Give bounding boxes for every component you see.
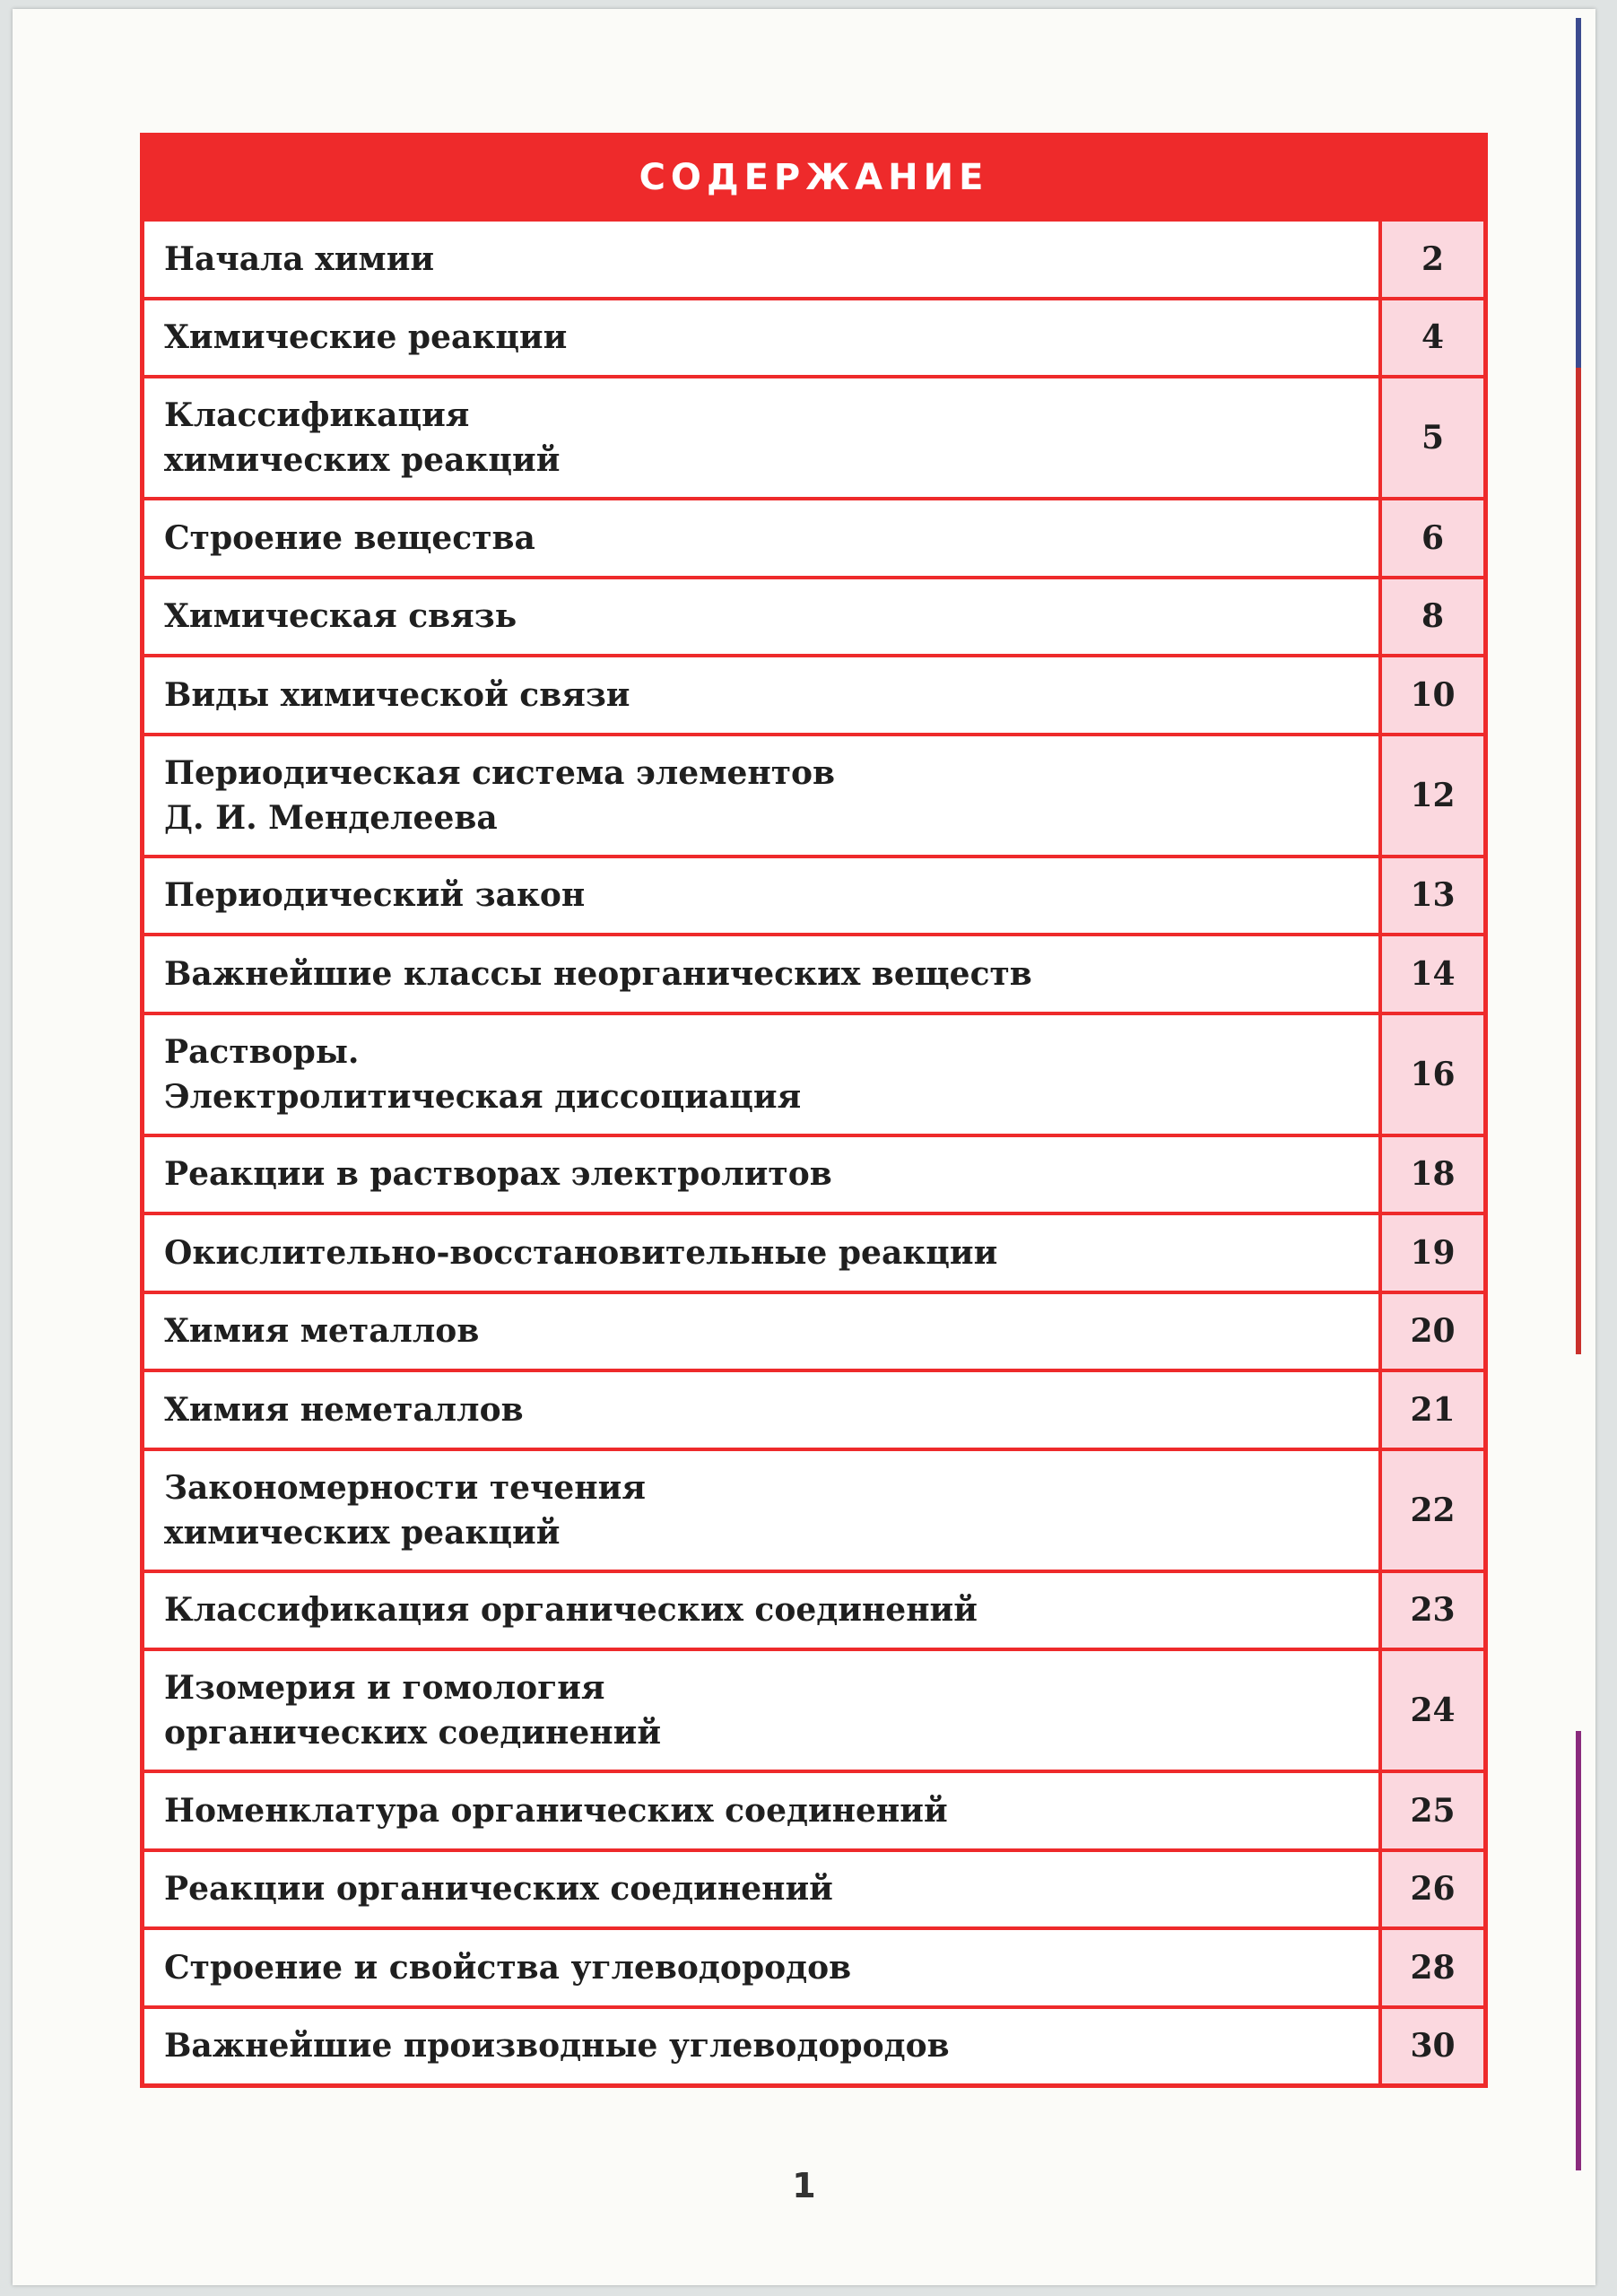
- toc-entry-title: Изомерия и гомология органических соединений: [144, 1651, 1382, 1770]
- toc-entry-page: 6: [1382, 500, 1483, 576]
- toc-entry-title: Периодическая система элементов Д. И. Менделеева: [144, 736, 1382, 855]
- toc-entry[interactable]: [144, 497, 1483, 576]
- toc-entry-title: Растворы. Электролитическая диссоциация: [144, 1015, 1382, 1134]
- toc-entry[interactable]: [144, 297, 1483, 376]
- toc-entry[interactable]: [144, 1448, 1483, 1570]
- toc-entry-title: Начала химии: [144, 222, 1382, 297]
- toc-entry-page: 8: [1382, 579, 1483, 655]
- toc-entry-title: Классификация химических реакций: [144, 378, 1382, 497]
- toc-entry[interactable]: [144, 1291, 1483, 1370]
- toc-entry[interactable]: [144, 2005, 1483, 2084]
- toc-entry-title: Реакции органических соединений: [144, 1852, 1382, 1927]
- toc-entry[interactable]: [144, 375, 1483, 497]
- toc-entry-page: 21: [1382, 1372, 1483, 1448]
- toc-entry[interactable]: [144, 1648, 1483, 1770]
- toc-entry-page: 19: [1382, 1215, 1483, 1291]
- toc-entry[interactable]: [144, 1926, 1483, 2005]
- toc-entry-title: Химические реакции: [144, 300, 1382, 376]
- toc-entry[interactable]: [144, 576, 1483, 655]
- toc-entry[interactable]: [144, 1369, 1483, 1448]
- toc-entry-page: 4: [1382, 300, 1483, 376]
- edge-strip: [1576, 1731, 1581, 2170]
- table-of-contents: [140, 133, 1488, 2088]
- toc-entry-page: 13: [1382, 858, 1483, 934]
- toc-entry[interactable]: [144, 855, 1483, 934]
- toc-entry[interactable]: [144, 654, 1483, 733]
- toc-entry-title: Важнейшие классы неорганических веществ: [144, 936, 1382, 1012]
- toc-entry-title: Периодический закон: [144, 858, 1382, 934]
- toc-entry-title: Классификация органических соединений: [144, 1573, 1382, 1648]
- toc-entry-page: 12: [1382, 736, 1483, 855]
- toc-entry[interactable]: [144, 218, 1483, 297]
- toc-entry-title: Номенклатура органических соединений: [144, 1773, 1382, 1848]
- edge-strip: [1576, 18, 1581, 368]
- toc-entry-title: Химическая связь: [144, 579, 1382, 655]
- toc-entry-title: Строение и свойства углеводородов: [144, 1930, 1382, 2005]
- toc-entry[interactable]: [144, 733, 1483, 855]
- toc-entry-page: 22: [1382, 1451, 1483, 1570]
- toc-entry-title: Химия металлов: [144, 1294, 1382, 1370]
- toc-entry[interactable]: [144, 1770, 1483, 1848]
- toc-entry-title: Закономерности течения химических реакций: [144, 1451, 1382, 1570]
- toc-entry-page: 10: [1382, 657, 1483, 733]
- page-edge-color-strips: [1569, 18, 1595, 2170]
- toc-entry[interactable]: [144, 1134, 1483, 1213]
- toc-entry-page: 23: [1382, 1573, 1483, 1648]
- toc-rows: [144, 218, 1483, 2083]
- toc-entry-title: Строение вещества: [144, 500, 1382, 576]
- toc-entry-page: 26: [1382, 1852, 1483, 1927]
- toc-entry[interactable]: [144, 1212, 1483, 1291]
- toc-entry-page: 2: [1382, 222, 1483, 297]
- toc-entry-page: 14: [1382, 936, 1483, 1012]
- document-page: [13, 9, 1595, 2285]
- toc-entry-page: 24: [1382, 1651, 1483, 1770]
- toc-entry[interactable]: [144, 933, 1483, 1012]
- toc-entry-page: 30: [1382, 2009, 1483, 2084]
- toc-entry-title: Окислительно-восстановительные реакции: [144, 1215, 1382, 1291]
- toc-entry-page: 18: [1382, 1137, 1483, 1213]
- toc-entry-title: Реакции в растворах электролитов: [144, 1137, 1382, 1213]
- page-number: 1: [792, 2166, 816, 2205]
- edge-strip: [1576, 368, 1581, 1354]
- toc-entry-page: 5: [1382, 378, 1483, 497]
- toc-entry[interactable]: [144, 1848, 1483, 1927]
- toc-entry-title: Важнейшие производные углеводородов: [144, 2009, 1382, 2084]
- toc-entry-page: 28: [1382, 1930, 1483, 2005]
- toc-entry-page: 20: [1382, 1294, 1483, 1370]
- toc-entry[interactable]: [144, 1570, 1483, 1648]
- toc-entry-title: Виды химической связи: [144, 657, 1382, 733]
- toc-entry-page: 25: [1382, 1773, 1483, 1848]
- toc-entry[interactable]: [144, 1012, 1483, 1134]
- toc-entry-page: 16: [1382, 1015, 1483, 1134]
- toc-entry-title: Химия неметаллов: [144, 1372, 1382, 1448]
- toc-heading: СОДЕРЖАНИЕ: [144, 137, 1483, 218]
